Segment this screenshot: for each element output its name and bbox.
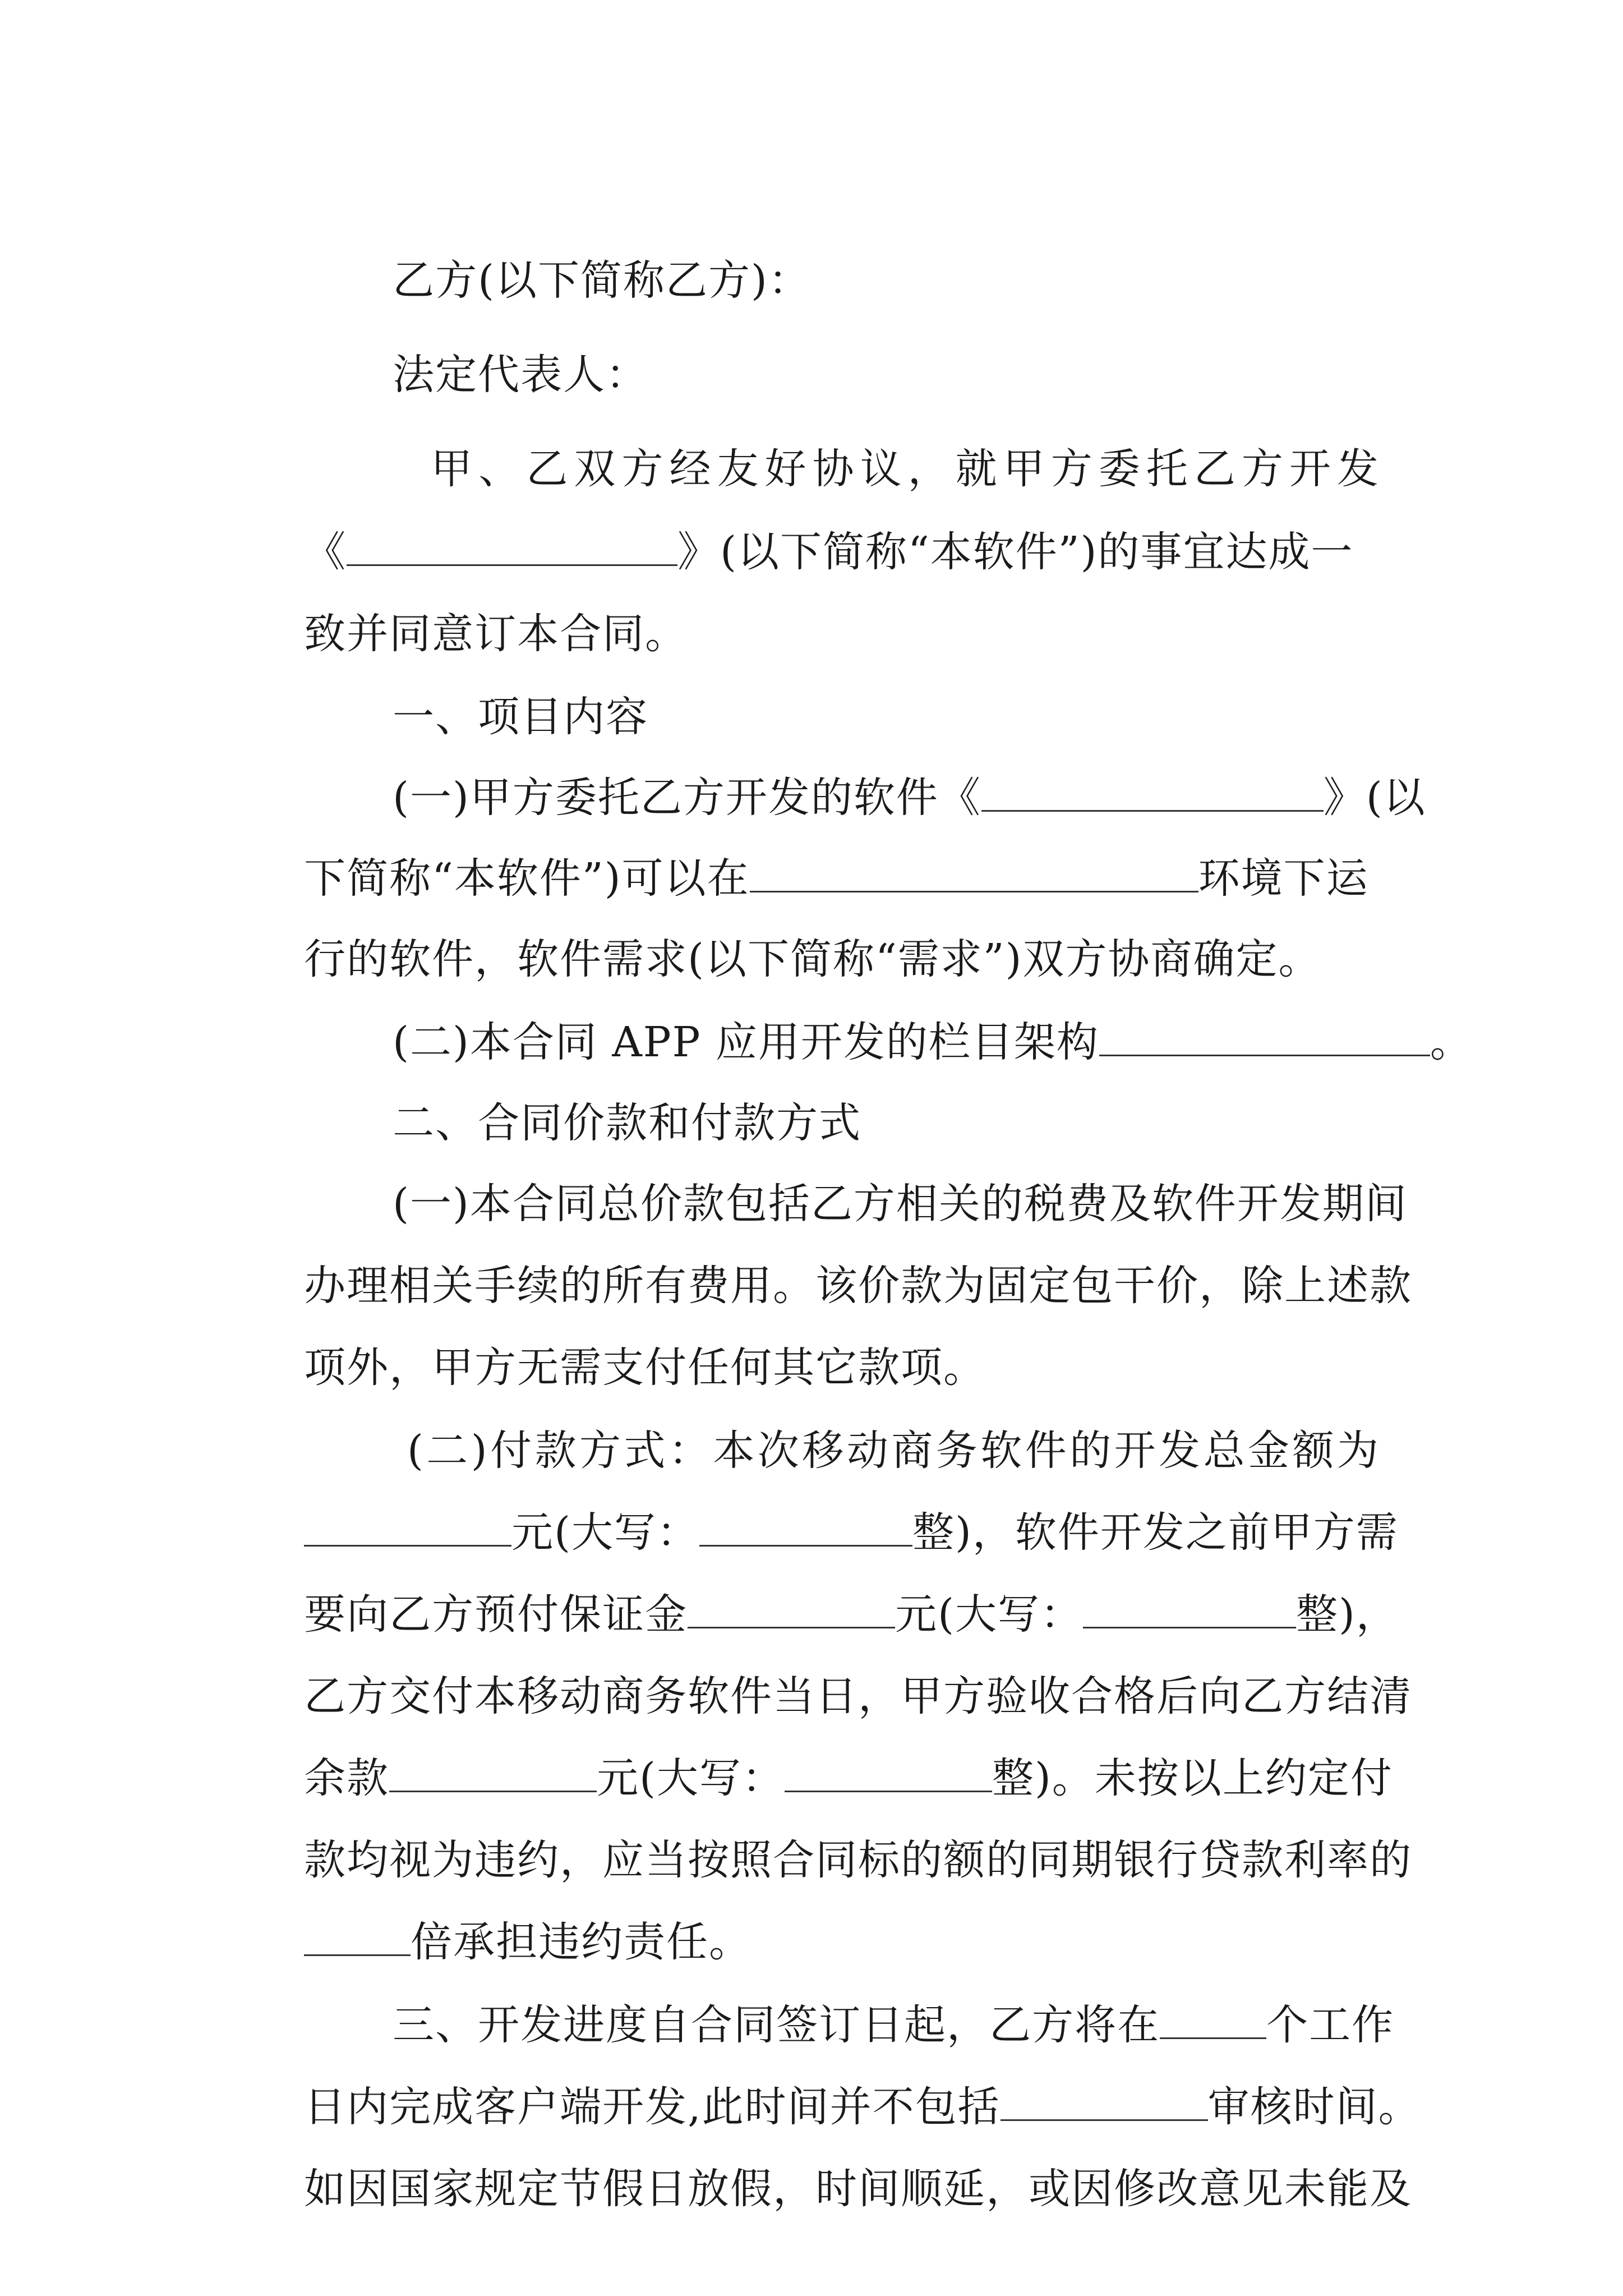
text: 《	[304, 528, 347, 576]
text: (一)本合同总价款包括乙方相关的税费及软件开发期间	[393, 1180, 1408, 1228]
text: 法定代表人：	[393, 351, 649, 399]
text: 项外，甲方无需支付任何其它款项。	[304, 1343, 986, 1392]
text: 办理相关手续的所有费用。该价款为固定包干价，除上述款	[304, 1262, 1413, 1310]
text: 款均视为违约，应当按照合同标的额的同期银行贷款利率的	[304, 1836, 1413, 1884]
text: 乙方交付本移动商务软件当日，甲方验收合格后向乙方结清	[304, 1672, 1413, 1720]
text: 下简称“本软件”)可以在	[304, 854, 750, 903]
text: 整)，软件开发之前甲方需	[912, 1508, 1399, 1557]
text: 要向乙方预付保证金	[304, 1590, 688, 1639]
text: 。	[1430, 1018, 1473, 1066]
text: 如因国家规定节假日放假，时间顺延，或因修改意见未能及	[304, 2165, 1413, 2213]
text: 余款	[304, 1754, 390, 1802]
text: 三、开发进度自合同签订日起，乙方将在	[393, 2001, 1160, 2049]
text: (二)本合同 APP 应用开发的栏目架构	[393, 1018, 1099, 1066]
text: 整)。未按以上约定付	[992, 1754, 1393, 1802]
text: 审核时间。	[1207, 2083, 1421, 2131]
text: 元(大写：	[597, 1754, 785, 1802]
text: 倍承担违约责任。	[411, 1918, 752, 1966]
text: 》(以下简称“本软件”)的事宜达成一	[677, 528, 1354, 576]
text: 致并同意订本合同。	[304, 610, 688, 658]
text: 元(大写：	[511, 1508, 699, 1557]
text: 》(以	[1323, 774, 1426, 822]
text: 日内完成客户端开发,此时间并不包括	[304, 2083, 1000, 2131]
text: 甲、乙双方经友好协议，就甲方委托乙方开发	[431, 445, 1380, 493]
text: 元(大写：	[895, 1590, 1083, 1639]
text: 一、项目内容	[393, 693, 649, 741]
text: (一)甲方委托乙方开发的软件《	[393, 774, 981, 822]
text: 个工作	[1266, 2001, 1395, 2049]
text: 行的软件，软件需求(以下简称“需求”)双方协商确定。	[304, 935, 1321, 983]
text: (二)付款方式：本次移动商务软件的开发总金额为	[407, 1427, 1380, 1475]
fill-in-blank[interactable]	[1099, 1015, 1430, 1056]
text: 整)，	[1295, 1590, 1399, 1639]
paragraph-line	[247, 2105, 1412, 2273]
text: 乙方(以下简称乙方)：	[393, 256, 811, 305]
text: 二、合同价款和付款方式	[393, 1099, 862, 1147]
text: 环境下运	[1198, 854, 1369, 903]
